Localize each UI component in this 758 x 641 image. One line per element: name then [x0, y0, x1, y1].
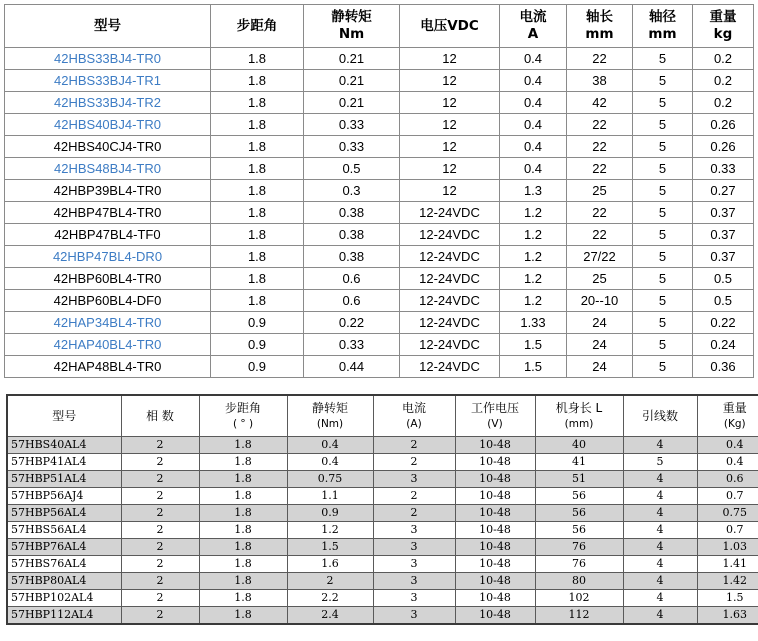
col-header-weight: 重量 kg	[693, 5, 754, 48]
cell-model: 57HBP80AL4	[7, 573, 121, 590]
cell-current: 1.2	[500, 268, 567, 290]
cell-model: 42HAP48BL4-TR0	[5, 356, 211, 378]
cell-working-voltage: 10-48	[455, 471, 535, 488]
cell-voltage: 12	[400, 136, 500, 158]
table-row	[7, 471, 758, 488]
cell-current: 3	[373, 607, 455, 625]
cell-step-angle: 1.8	[199, 573, 287, 590]
cell-lead-wires: 4	[623, 488, 697, 505]
cell-working-voltage: 10-48	[455, 488, 535, 505]
table-row	[7, 437, 758, 454]
cell-step-angle: 1.8	[199, 590, 287, 607]
cell-phases: 2	[121, 488, 199, 505]
cell-holding-torque: 0.75	[287, 471, 373, 488]
cell-body-length: 80	[535, 573, 623, 590]
cell-phases: 2	[121, 522, 199, 539]
cell-weight: 0.37	[693, 246, 754, 268]
cell-weight: 0.4	[697, 454, 758, 471]
col-header-current: 电流 (A)	[373, 395, 455, 437]
cell-body-length: 56	[535, 488, 623, 505]
cell-phases: 2	[121, 454, 199, 471]
col-header-holding-torque: 静转矩 (Nm)	[287, 395, 373, 437]
table-row	[5, 180, 754, 202]
cell-lead-wires: 4	[623, 556, 697, 573]
cell-holding-torque: 0.6	[304, 290, 400, 312]
cell-current: 2	[373, 454, 455, 471]
cell-current: 1.3	[500, 180, 567, 202]
cell-model: 57HBS76AL4	[7, 556, 121, 573]
cell-weight: 0.22	[693, 312, 754, 334]
cell-current: 1.2	[500, 202, 567, 224]
cell-step-angle: 1.8	[211, 290, 304, 312]
cell-current: 1.5	[500, 356, 567, 378]
cell-current: 1.5	[500, 334, 567, 356]
cell-shaft-diameter: 5	[633, 92, 693, 114]
cell-shaft-length: 25	[567, 268, 633, 290]
cell-voltage: 12-24VDC	[400, 290, 500, 312]
cell-model: 57HBP76AL4	[7, 539, 121, 556]
cell-step-angle: 1.8	[211, 202, 304, 224]
cell-holding-torque: 0.33	[304, 136, 400, 158]
cell-working-voltage: 10-48	[455, 573, 535, 590]
cell-shaft-diameter: 5	[633, 334, 693, 356]
cell-step-angle: 1.8	[199, 471, 287, 488]
cell-voltage: 12	[400, 180, 500, 202]
cell-body-length: 76	[535, 539, 623, 556]
model-link[interactable]: 42HBS33BJ4-TR2	[5, 92, 211, 114]
cell-holding-torque: 0.9	[287, 505, 373, 522]
model-link[interactable]: 42HBS33BJ4-TR1	[5, 70, 211, 92]
cell-holding-torque: 0.33	[304, 114, 400, 136]
cell-weight: 0.5	[693, 290, 754, 312]
cell-holding-torque: 2.2	[287, 590, 373, 607]
cell-working-voltage: 10-48	[455, 607, 535, 625]
cell-body-length: 76	[535, 556, 623, 573]
cell-step-angle: 1.8	[211, 92, 304, 114]
cell-phases: 2	[121, 471, 199, 488]
cell-current: 3	[373, 539, 455, 556]
table-row	[7, 522, 758, 539]
cell-step-angle: 1.8	[211, 224, 304, 246]
table-row	[5, 202, 754, 224]
cell-voltage: 12	[400, 158, 500, 180]
cell-body-length: 112	[535, 607, 623, 625]
cell-holding-torque: 0.44	[304, 356, 400, 378]
col-header-weight: 重量 (Kg)	[697, 395, 758, 437]
cell-lead-wires: 4	[623, 539, 697, 556]
cell-model: 57HBP102AL4	[7, 590, 121, 607]
cell-weight: 0.5	[693, 268, 754, 290]
cell-voltage: 12-24VDC	[400, 202, 500, 224]
cell-shaft-diameter: 5	[633, 70, 693, 92]
cell-step-angle: 1.8	[211, 48, 304, 70]
table-row	[7, 488, 758, 505]
col-header-model: 型号	[5, 5, 211, 48]
table-row	[5, 92, 754, 114]
cell-step-angle: 1.8	[211, 158, 304, 180]
cell-shaft-diameter: 5	[633, 312, 693, 334]
cell-current: 3	[373, 573, 455, 590]
cell-current: 3	[373, 471, 455, 488]
cell-working-voltage: 10-48	[455, 590, 535, 607]
table-row	[7, 607, 758, 625]
cell-model: 42HBP60BL4-DF0	[5, 290, 211, 312]
cell-shaft-diameter: 5	[633, 268, 693, 290]
cell-weight: 0.33	[693, 158, 754, 180]
col-header-lead-wires: 引线数	[623, 395, 697, 437]
cell-weight: 1.42	[697, 573, 758, 590]
cell-holding-torque: 0.21	[304, 48, 400, 70]
cell-model: 57HBS56AL4	[7, 522, 121, 539]
cell-weight: 1.5	[697, 590, 758, 607]
cell-body-length: 40	[535, 437, 623, 454]
cell-shaft-length: 22	[567, 48, 633, 70]
cell-holding-torque: 0.21	[304, 92, 400, 114]
cell-current: 1.2	[500, 246, 567, 268]
cell-weight: 0.37	[693, 202, 754, 224]
cell-weight: 0.37	[693, 224, 754, 246]
cell-shaft-length: 24	[567, 334, 633, 356]
cell-weight: 0.6	[697, 471, 758, 488]
cell-current: 3	[373, 590, 455, 607]
cell-model: 42HBS40CJ4-TR0	[5, 136, 211, 158]
cell-voltage: 12-24VDC	[400, 334, 500, 356]
table-row	[7, 454, 758, 471]
cell-holding-torque: 0.4	[287, 454, 373, 471]
cell-step-angle: 1.8	[199, 505, 287, 522]
cell-current: 0.4	[500, 114, 567, 136]
cell-step-angle: 1.8	[199, 488, 287, 505]
cell-current: 0.4	[500, 70, 567, 92]
cell-shaft-length: 22	[567, 202, 633, 224]
table-row	[7, 556, 758, 573]
cell-working-voltage: 10-48	[455, 522, 535, 539]
col-header-working-voltage: 工作电压 (V)	[455, 395, 535, 437]
cell-current: 2	[373, 488, 455, 505]
cell-holding-torque: 0.38	[304, 246, 400, 268]
model-link[interactable]: 42HAP40BL4-TR0	[5, 334, 211, 356]
table-row	[5, 114, 754, 136]
cell-holding-torque: 0.38	[304, 202, 400, 224]
cell-phases: 2	[121, 590, 199, 607]
cell-current: 3	[373, 522, 455, 539]
cell-weight: 0.2	[693, 70, 754, 92]
cell-phases: 2	[121, 437, 199, 454]
cell-current: 2	[373, 505, 455, 522]
cell-step-angle: 1.8	[199, 607, 287, 625]
cell-model: 42HBP39BL4-TR0	[5, 180, 211, 202]
cell-step-angle: 1.8	[199, 454, 287, 471]
cell-model: 57HBP41AL4	[7, 454, 121, 471]
cell-shaft-diameter: 5	[633, 224, 693, 246]
model-link[interactable]: 42HBS48BJ4-TR0	[5, 158, 211, 180]
cell-step-angle: 1.8	[199, 556, 287, 573]
cell-lead-wires: 4	[623, 522, 697, 539]
cell-weight: 0.4	[697, 437, 758, 454]
cell-model: 42HBP60BL4-TR0	[5, 268, 211, 290]
cell-shaft-diameter: 5	[633, 158, 693, 180]
cell-model: 57HBP56AL4	[7, 505, 121, 522]
cell-phases: 2	[121, 505, 199, 522]
cell-shaft-length: 38	[567, 70, 633, 92]
cell-working-voltage: 10-48	[455, 437, 535, 454]
cell-voltage: 12-24VDC	[400, 246, 500, 268]
cell-holding-torque: 1.1	[287, 488, 373, 505]
cell-shaft-diameter: 5	[633, 136, 693, 158]
cell-weight: 0.26	[693, 136, 754, 158]
cell-phases: 2	[121, 607, 199, 625]
cell-holding-torque: 0.6	[304, 268, 400, 290]
cell-phases: 2	[121, 556, 199, 573]
cell-shaft-length: 22	[567, 158, 633, 180]
col-header-step-angle: 步距角 ( ° )	[199, 395, 287, 437]
cell-weight: 1.41	[697, 556, 758, 573]
cell-current: 0.4	[500, 136, 567, 158]
cell-model: 57HBS40AL4	[7, 437, 121, 454]
cell-step-angle: 1.8	[199, 437, 287, 454]
cell-current: 1.2	[500, 290, 567, 312]
table-row	[7, 590, 758, 607]
cell-model: 42HBP47BL4-TR0	[5, 202, 211, 224]
cell-step-angle: 1.8	[199, 522, 287, 539]
cell-lead-wires: 5	[623, 454, 697, 471]
cell-shaft-length: 27/22	[567, 246, 633, 268]
cell-voltage: 12	[400, 70, 500, 92]
cell-voltage: 12-24VDC	[400, 224, 500, 246]
cell-lead-wires: 4	[623, 471, 697, 488]
cell-step-angle: 1.8	[211, 180, 304, 202]
cell-shaft-diameter: 5	[633, 48, 693, 70]
cell-phases: 2	[121, 539, 199, 556]
table-row	[7, 539, 758, 556]
cell-step-angle: 1.8	[211, 70, 304, 92]
table-row	[5, 136, 754, 158]
cell-voltage: 12-24VDC	[400, 356, 500, 378]
table-header-row	[7, 395, 758, 437]
table-row	[5, 312, 754, 334]
col-header-step-angle: 步距角	[211, 5, 304, 48]
cell-step-angle: 0.9	[211, 312, 304, 334]
cell-current: 0.4	[500, 48, 567, 70]
table-row	[5, 246, 754, 268]
cell-holding-torque: 2	[287, 573, 373, 590]
table-row	[7, 573, 758, 590]
model-link[interactable]: 42HBP47BL4-DR0	[5, 246, 211, 268]
cell-voltage: 12	[400, 114, 500, 136]
cell-body-length: 56	[535, 505, 623, 522]
cell-step-angle: 1.8	[199, 539, 287, 556]
cell-model: 57HBP56AJ4	[7, 488, 121, 505]
cell-weight: 0.36	[693, 356, 754, 378]
cell-step-angle: 1.8	[211, 268, 304, 290]
cell-shaft-length: 22	[567, 114, 633, 136]
cell-shaft-length: 22	[567, 136, 633, 158]
cell-shaft-length: 25	[567, 180, 633, 202]
cell-current: 3	[373, 556, 455, 573]
cell-shaft-diameter: 5	[633, 356, 693, 378]
col-header-phases: 相 数	[121, 395, 199, 437]
cell-shaft-diameter: 5	[633, 180, 693, 202]
cell-weight: 0.26	[693, 114, 754, 136]
cell-holding-torque: 0.21	[304, 70, 400, 92]
cell-weight: 0.2	[693, 92, 754, 114]
cell-holding-torque: 0.5	[304, 158, 400, 180]
cell-body-length: 51	[535, 471, 623, 488]
cell-weight: 1.63	[697, 607, 758, 625]
cell-weight: 0.24	[693, 334, 754, 356]
table-row	[5, 356, 754, 378]
cell-holding-torque: 2.4	[287, 607, 373, 625]
cell-current: 0.4	[500, 92, 567, 114]
cell-weight: 0.7	[697, 522, 758, 539]
cell-lead-wires: 4	[623, 505, 697, 522]
cell-weight: 0.27	[693, 180, 754, 202]
cell-body-length: 41	[535, 454, 623, 471]
cell-holding-torque: 0.3	[304, 180, 400, 202]
col-header-model: 型号	[7, 395, 121, 437]
cell-lead-wires: 4	[623, 437, 697, 454]
cell-shaft-length: 20--10	[567, 290, 633, 312]
cell-lead-wires: 4	[623, 590, 697, 607]
cell-shaft-diameter: 5	[633, 246, 693, 268]
spec-table-57-series	[6, 394, 758, 625]
col-header-body-length: 机身长 L (mm)	[535, 395, 623, 437]
table-row	[5, 70, 754, 92]
cell-shaft-diameter: 5	[633, 202, 693, 224]
cell-voltage: 12-24VDC	[400, 268, 500, 290]
cell-working-voltage: 10-48	[455, 556, 535, 573]
cell-holding-torque: 1.2	[287, 522, 373, 539]
cell-current: 1.2	[500, 224, 567, 246]
col-header-voltage: 电压VDC	[400, 5, 500, 48]
cell-holding-torque: 0.33	[304, 334, 400, 356]
cell-shaft-length: 24	[567, 356, 633, 378]
cell-shaft-length: 22	[567, 224, 633, 246]
cell-body-length: 102	[535, 590, 623, 607]
cell-shaft-length: 42	[567, 92, 633, 114]
cell-step-angle: 1.8	[211, 114, 304, 136]
table-header-row	[5, 5, 754, 48]
cell-shaft-diameter: 5	[633, 114, 693, 136]
cell-step-angle: 1.8	[211, 246, 304, 268]
cell-working-voltage: 10-48	[455, 539, 535, 556]
table-row	[7, 505, 758, 522]
cell-phases: 2	[121, 573, 199, 590]
cell-lead-wires: 4	[623, 573, 697, 590]
cell-shaft-diameter: 5	[633, 290, 693, 312]
cell-step-angle: 1.8	[211, 136, 304, 158]
cell-body-length: 56	[535, 522, 623, 539]
table-row	[5, 334, 754, 356]
cell-shaft-length: 24	[567, 312, 633, 334]
col-header-shaft-length: 轴长 mm	[567, 5, 633, 48]
cell-model: 57HBP112AL4	[7, 607, 121, 625]
cell-holding-torque: 0.38	[304, 224, 400, 246]
cell-holding-torque: 1.5	[287, 539, 373, 556]
table-row	[5, 48, 754, 70]
cell-model: 57HBP51AL4	[7, 471, 121, 488]
cell-voltage: 12-24VDC	[400, 312, 500, 334]
cell-voltage: 12	[400, 48, 500, 70]
model-link[interactable]: 42HBS40BJ4-TR0	[5, 114, 211, 136]
cell-weight: 0.7	[697, 488, 758, 505]
cell-holding-torque: 0.22	[304, 312, 400, 334]
spec-table-42-series	[4, 4, 754, 378]
cell-working-voltage: 10-48	[455, 454, 535, 471]
col-header-current: 电流 A	[500, 5, 567, 48]
cell-model: 42HBP47BL4-TF0	[5, 224, 211, 246]
model-link[interactable]: 42HBS33BJ4-TR0	[5, 48, 211, 70]
col-header-shaft-diameter: 轴径 mm	[633, 5, 693, 48]
cell-current: 1.33	[500, 312, 567, 334]
cell-current: 2	[373, 437, 455, 454]
cell-step-angle: 0.9	[211, 356, 304, 378]
cell-lead-wires: 4	[623, 607, 697, 625]
model-link[interactable]: 42HAP34BL4-TR0	[5, 312, 211, 334]
cell-weight: 0.2	[693, 48, 754, 70]
cell-working-voltage: 10-48	[455, 505, 535, 522]
cell-holding-torque: 1.6	[287, 556, 373, 573]
cell-step-angle: 0.9	[211, 334, 304, 356]
table-row	[5, 158, 754, 180]
table-row	[5, 268, 754, 290]
col-header-holding-torque: 静转矩 Nm	[304, 5, 400, 48]
cell-weight: 1.03	[697, 539, 758, 556]
cell-current: 0.4	[500, 158, 567, 180]
cell-weight: 0.75	[697, 505, 758, 522]
cell-holding-torque: 0.4	[287, 437, 373, 454]
table-row	[5, 224, 754, 246]
cell-voltage: 12	[400, 92, 500, 114]
table-row	[5, 290, 754, 312]
